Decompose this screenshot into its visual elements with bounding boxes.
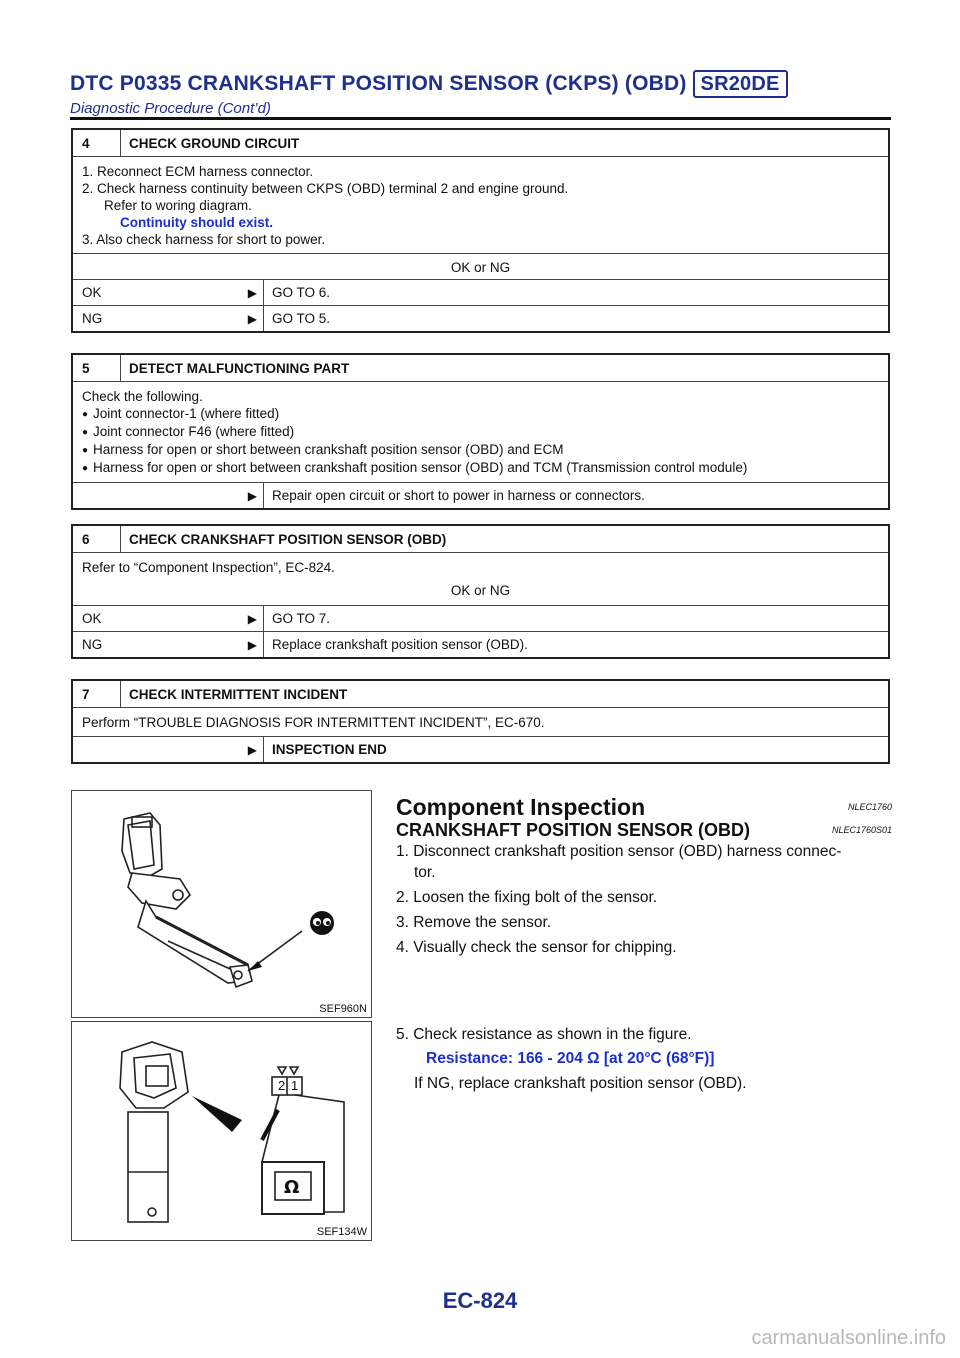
result-action: GO TO 7. [263, 606, 330, 631]
step-number: 6 [73, 526, 121, 552]
result-action: Repair open circuit or short to power in harness or connectors. [263, 483, 645, 508]
inspection-step: 4. Visually check the sensor for chipping. [396, 939, 677, 956]
instruction: 1. Reconnect ECM harness connector. [82, 164, 314, 179]
component-subtitle-row [396, 820, 892, 841]
engine-badge: SR20DE [693, 70, 788, 98]
step-7-body [73, 708, 888, 737]
arrow-right-icon: ▶ [247, 611, 257, 626]
result-row [73, 483, 888, 508]
result-label: OK [82, 285, 102, 300]
step-6-header [73, 526, 888, 553]
arrow-right-icon: ▶ [247, 311, 257, 326]
figure-sensor [71, 790, 372, 1018]
result-row-ng [73, 632, 888, 657]
instruction: 2. Check harness continuity between CKPS (OBD) terminal 2 and engine ground. [82, 181, 569, 196]
step-7-box [71, 679, 890, 764]
resistance-check-illustration [72, 1022, 371, 1240]
instruction: 3. Also check harness for short to power. [82, 232, 326, 247]
instruction: Check the following. [82, 389, 203, 404]
step-4-body [73, 157, 888, 254]
ng-instruction: If NG, replace crankshaft position sensor (OBD). [414, 1075, 747, 1092]
inspection-eyes-icon [310, 911, 334, 935]
section-title: DTC P0335 CRANKSHAFT POSITION SENSOR (CKPS) (OBD) [70, 72, 687, 95]
result-action: INSPECTION END [263, 737, 387, 762]
page-header [70, 70, 891, 117]
component-inspection [396, 794, 892, 958]
terminal-2-label: 2 [278, 1078, 286, 1093]
inspection-step: 5. Check resistance as shown in the figure. [396, 1026, 692, 1043]
step-4-header [73, 130, 888, 157]
question: OK or NG [450, 583, 511, 598]
step-5-header [73, 355, 888, 382]
arrow-right-icon: ▶ [247, 742, 257, 757]
step-title: CHECK GROUND CIRCUIT [129, 135, 300, 151]
reference-code: NLEC1760S01 [831, 825, 892, 835]
result-row-ng [73, 306, 888, 331]
arrow-right-icon: ▶ [247, 637, 257, 652]
step-6-box [71, 524, 890, 659]
step-6-body [73, 553, 888, 606]
result-action: GO TO 5. [263, 306, 330, 331]
step-number: 7 [73, 681, 121, 707]
result-label: NG [82, 311, 103, 326]
step-5-box [71, 353, 890, 510]
inspection-step: 2. Loosen the fixing bolt of the sensor. [396, 889, 658, 906]
check-item: ● Joint connector F46 (where fitted) [82, 423, 879, 441]
section-title-row [70, 70, 891, 98]
step-7-header [73, 681, 888, 708]
terminal-1-label: 1 [291, 1078, 299, 1093]
result-label: OK [82, 611, 102, 626]
step-title: DETECT MALFUNCTIONING PART [129, 360, 350, 376]
figure-resistance-check [71, 1021, 372, 1241]
step-5-body [73, 382, 888, 483]
resistance-check [396, 1024, 892, 1094]
page-number: EC-824 [442, 1288, 518, 1313]
watermark: carmanualsonline.info [751, 1327, 946, 1349]
step-4-box [71, 128, 890, 333]
step-title: CHECK CRANKSHAFT POSITION SENSOR (OBD) [129, 531, 447, 547]
resistance-spec: Resistance: 166 - 204 Ω [at 20°C (68°F)] [426, 1050, 715, 1067]
figure-label: SEF960N [319, 1003, 367, 1015]
check-item: ● Joint connector-1 (where fitted) [82, 405, 879, 423]
result-action: GO TO 6. [263, 280, 330, 305]
step-number: 5 [73, 355, 121, 381]
reference-code: NLEC1760 [847, 802, 892, 812]
inspection-step: 1. Disconnect crankshaft position sensor (OBD) harness connec- [396, 843, 842, 860]
result-row-ok [73, 280, 888, 306]
check-item: ● Harness for open or short between crankshaft position sensor (OBD) and TCM (Transmission control module) [82, 459, 879, 477]
question: OK or NG [73, 254, 888, 280]
sensor-illustration [72, 791, 371, 1017]
instruction: Refer to woring diagram. [104, 198, 252, 213]
spec-text: Continuity should exist. [120, 215, 274, 230]
result-label: NG [82, 637, 103, 652]
arrow-right-icon: ▶ [247, 488, 257, 503]
section-subtitle: Diagnostic Procedure (Cont’d) [70, 100, 271, 117]
arrow-right-icon: ▶ [247, 285, 257, 300]
header-rule [70, 117, 891, 120]
step-number: 4 [73, 130, 121, 156]
result-row [73, 737, 888, 762]
step-title: CHECK INTERMITTENT INCIDENT [129, 686, 348, 702]
instruction: Perform “TROUBLE DIAGNOSIS FOR INTERMITTENT INCIDENT”, EC-670. [82, 715, 545, 730]
inspection-step: 3. Remove the sensor. [396, 914, 552, 931]
ohm-meter-icon: Ω [284, 1177, 300, 1198]
check-item: ● Harness for open or short between crankshaft position sensor (OBD) and ECM [82, 441, 879, 459]
component-subtitle: CRANKSHAFT POSITION SENSOR (OBD) [396, 820, 751, 840]
result-action: Replace crankshaft position sensor (OBD). [263, 632, 528, 657]
figure-label: SEF134W [316, 1226, 367, 1238]
instruction: Refer to “Component Inspection”, EC-824. [82, 560, 335, 575]
result-row-ok [73, 606, 888, 632]
component-inspection-title-row [396, 794, 892, 820]
inspection-step-cont: tor. [414, 864, 436, 881]
component-inspection-title: Component Inspection [396, 794, 646, 820]
